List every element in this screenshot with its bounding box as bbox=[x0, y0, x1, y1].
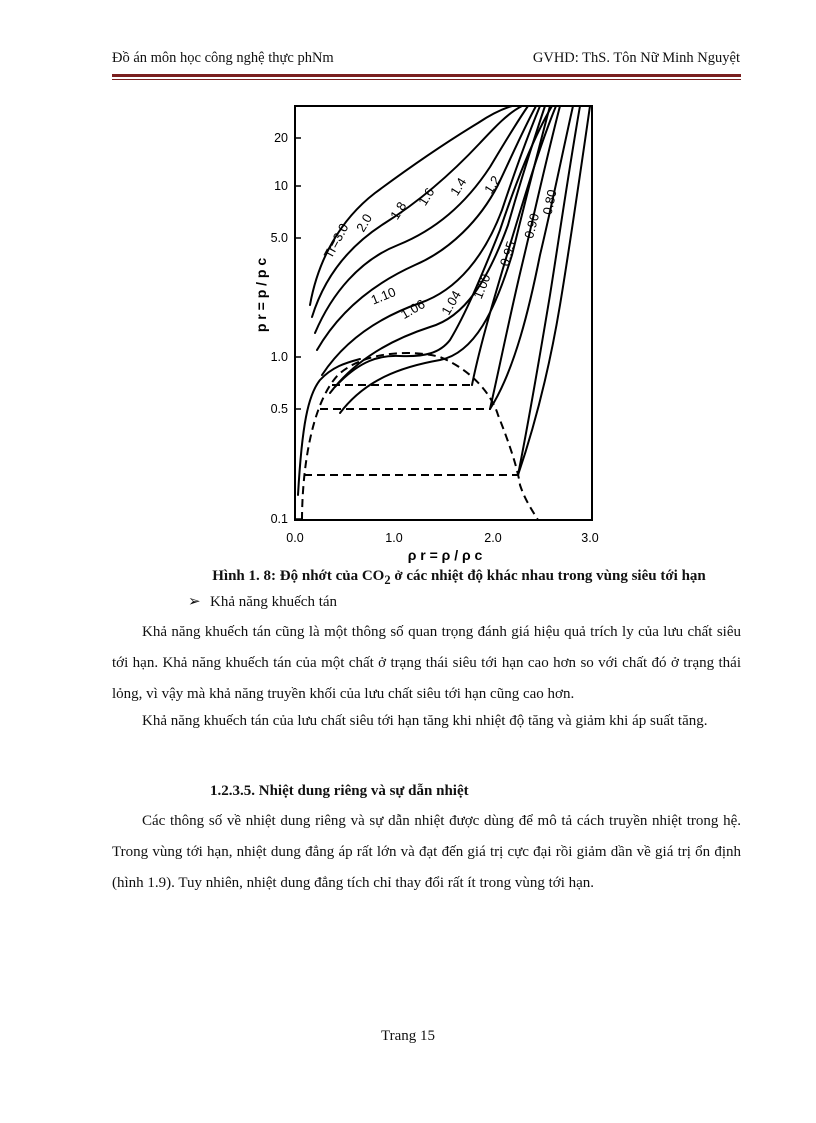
curve-label: 1.2 bbox=[481, 172, 504, 197]
curve-label: 1.6 bbox=[415, 184, 438, 209]
curve-label: 1.06 bbox=[398, 296, 428, 322]
curve-label: 2.0 bbox=[353, 211, 376, 235]
header-rule-thin bbox=[112, 79, 741, 80]
bullet-text: Khả năng khuếch tán bbox=[210, 594, 338, 610]
x-tick-label: 2.0 bbox=[484, 531, 502, 545]
page-number: Trang 15 bbox=[380, 1028, 436, 1044]
y-tick-label: 1.0 bbox=[270, 350, 288, 364]
header-rule-thick bbox=[112, 74, 741, 77]
curve-label: 1.4 bbox=[447, 174, 470, 199]
curve-label: 0.90 bbox=[521, 211, 543, 241]
paragraph-heat-capacity: Các thông số về nhiệt dung riêng và sự dẫn nhiệt được dùng để mô tả cách truyền nhiệt trong hệ. Trong vùng tới hạn, nhiệt dung đẳng áp rất lớn và đạt đến giá trị cực đại rồi giảm dần về giá trị ổn định (hình 1.9). Tuy nhiên, nhiệt dung đẳng tích chỉ thay đổi rất ít trong vùng tới hạn. bbox=[112, 813, 741, 891]
curve-label: 1.04 bbox=[438, 288, 464, 318]
curve-label: 1.8 bbox=[387, 198, 410, 223]
caption-prefix: Hình 1. 8: Độ nhớt của CO bbox=[212, 568, 385, 584]
caption-suffix: ở các nhiệt độ khác nhau trong vùng siêu tới hạn bbox=[390, 568, 706, 584]
caption-subscript: 2 bbox=[384, 573, 391, 587]
curve-label: 1.00 bbox=[470, 271, 494, 301]
curve-label: 1.10 bbox=[368, 284, 398, 308]
y-tick-label: 10 bbox=[274, 179, 288, 193]
x-tick-label: 3.0 bbox=[581, 531, 599, 545]
viscosity-figure bbox=[240, 95, 610, 565]
arrow-bullet-icon: ➢ bbox=[188, 594, 201, 610]
y-tick-label: 0.5 bbox=[270, 402, 288, 416]
isotherm-curve bbox=[335, 106, 552, 387]
paragraph-diffusivity-trend: Khả năng khuếch tán của lưu chất siêu tới hạn tăng khi nhiệt độ tăng và giảm khi áp suất tăng. bbox=[142, 713, 708, 729]
figure-caption bbox=[112, 568, 806, 588]
y-axis-title: p r = p / p c bbox=[253, 257, 269, 333]
curve-label: 0.95 bbox=[496, 239, 519, 268]
y-tick-label: 0.1 bbox=[270, 512, 288, 526]
x-tick-label: 1.0 bbox=[385, 531, 403, 545]
bullet-item bbox=[188, 592, 337, 611]
viscosity-chart bbox=[240, 95, 610, 565]
curve-label: Tr=3.0 bbox=[320, 220, 352, 261]
x-tick-label: 0.0 bbox=[286, 531, 304, 545]
page-header bbox=[112, 50, 740, 72]
paragraph-diffusivity: Khả năng khuếch tán cũng là một thông số quan trọng đánh giá hiệu quả trích ly của lưu chất siêu tới hạn. Khả năng khuếch tán của một chất ở trạng thái siêu tới hạn cao hơn so với chất đó ở trạng thái lỏng, vì vậy mà khả năng truyền khối của lưu chất siêu tới hạn cũng cao hơn. bbox=[112, 624, 741, 702]
section-heading: 1.2.3.5. Nhiệt dung riêng và sự dẫn nhiệt bbox=[210, 783, 469, 799]
saturation-dome bbox=[302, 353, 538, 520]
curve-label: 0.80 bbox=[539, 188, 560, 217]
header-supervisor: GVHD: ThS. Tôn Nữ Minh Nguyệt bbox=[532, 50, 740, 66]
y-tick-label: 5.0 bbox=[270, 231, 288, 245]
y-tick-label: 20 bbox=[274, 131, 288, 145]
x-axis-title: ρ r = ρ / ρ c bbox=[407, 547, 483, 563]
header-course-title: Đồ án môn học công nghệ thực phNm bbox=[112, 50, 334, 66]
